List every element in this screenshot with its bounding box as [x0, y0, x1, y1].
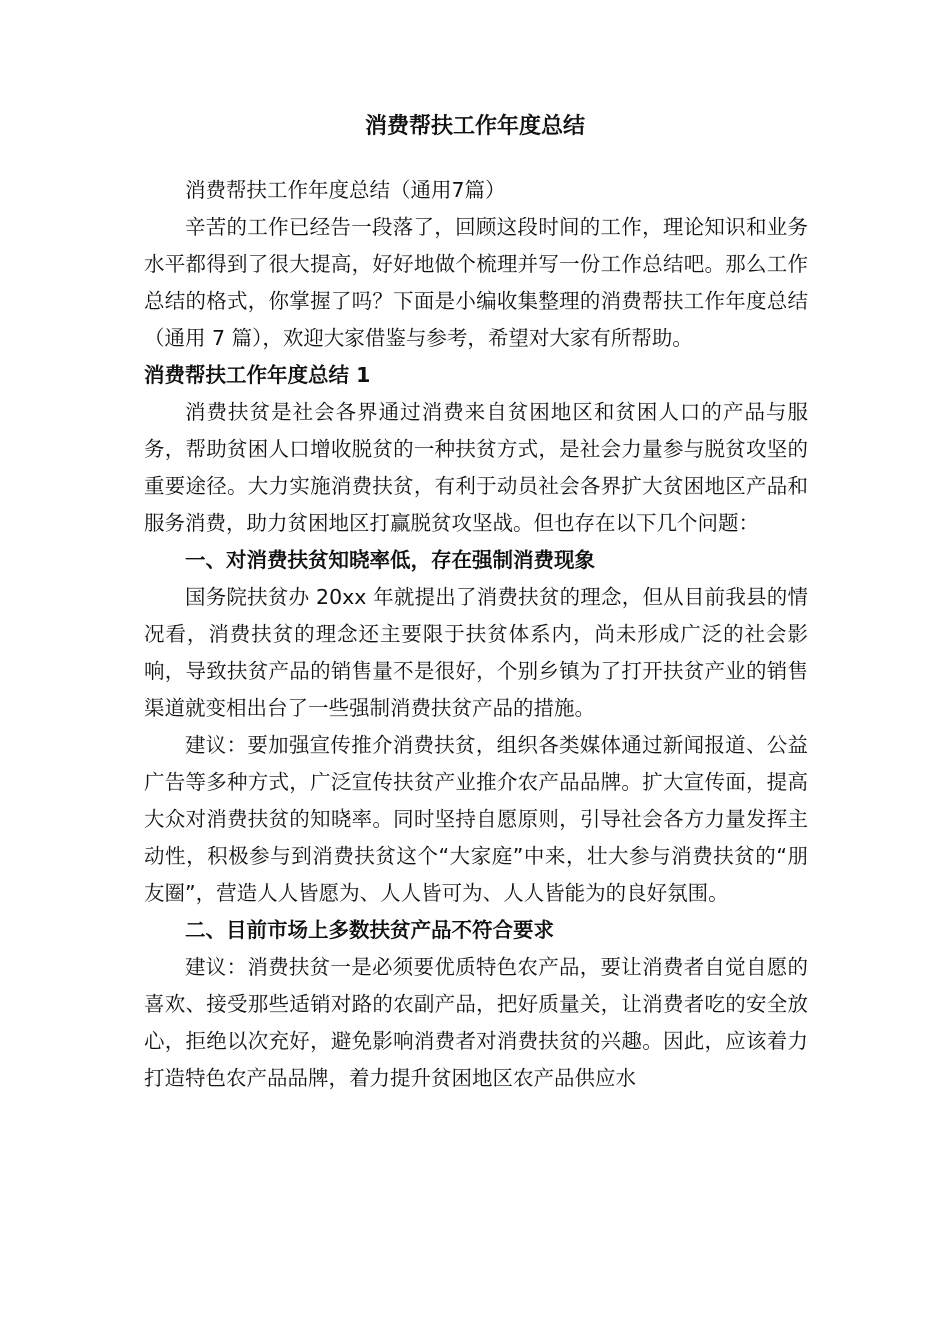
problem-heading-2: 二、目前市场上多数扶贫产品不符合要求: [185, 918, 554, 942]
body-paragraph: 国务院扶贫办 20xx 年就提出了消费扶贫的理念，但从目前我县的情况看，消费扶贫的理念还主要限于扶贫体系内，尚未形成广泛的社会影响，导致扶贫产品的销售量不是很好，个别乡镇为了打开扶贫产业的销售渠道就变相出台了一些强制消费扶贫产品的措施。: [144, 585, 808, 720]
body-paragraph: 消费扶贫是社会各界通过消费来自贫困地区和贫困人口的产品与服务，帮助贫困人口增收脱贫的一种扶贫方式，是社会力量参与脱贫攻坚的重要途径。大力实施消费扶贫，有利于动员社会各界扩大贫困地区产品和服务消费，助力贫困地区打赢脱贫攻坚战。但也存在以下几个问题：: [144, 400, 808, 535]
problem-heading-1: 一、对消费扶贫知晓率低，存在强制消费现象: [185, 548, 595, 572]
suggestion-paragraph: 建议：消费扶贫一是必须要优质特色农产品，要让消费者自觉自愿的喜欢、接受那些适销对路的农副产品，把好质量关，让消费者吃的安全放心，拒绝以次充好，避免影响消费者对消费扶贫的兴趣。因此，应该着力打造特色农产品品牌，着力提升贫困地区农产品供应水: [144, 955, 808, 1090]
subtitle-paragraph: 消费帮扶工作年度总结（通用7篇）: [185, 178, 506, 202]
document-title: 消费帮扶工作年度总结: [364, 114, 585, 139]
section-heading-1: 消费帮扶工作年度总结 1: [144, 363, 371, 387]
intro-paragraph: 辛苦的工作已经告一段落了，回顾这段时间的工作，理论知识和业务水平都得到了很大提高，好好地做个梳理并写一份工作总结吧。那么工作总结的格式，你掌握了吗？下面是小编收集整理的消费帮扶工作年度总结（通用 7 篇），欢迎大家借鉴与参考，希望对大家有所帮助。: [144, 215, 808, 350]
suggestion-paragraph: 建议：要加强宣传推介消费扶贫，组织各类媒体通过新闻报道、公益广告等多种方式，广泛宣传扶贫产业推介农产品品牌。扩大宣传面，提高大众对消费扶贫的知晓率。同时坚持自愿原则，引导社会各方力量发挥主动性，积极参与到消费扶贫这个“大家庭”中来，壮大参与消费扶贫的“朋友圈”，营造人人皆愿为、人人皆可为、人人皆能为的良好氛围。: [144, 733, 808, 905]
document-body: [144, 172, 808, 1097]
